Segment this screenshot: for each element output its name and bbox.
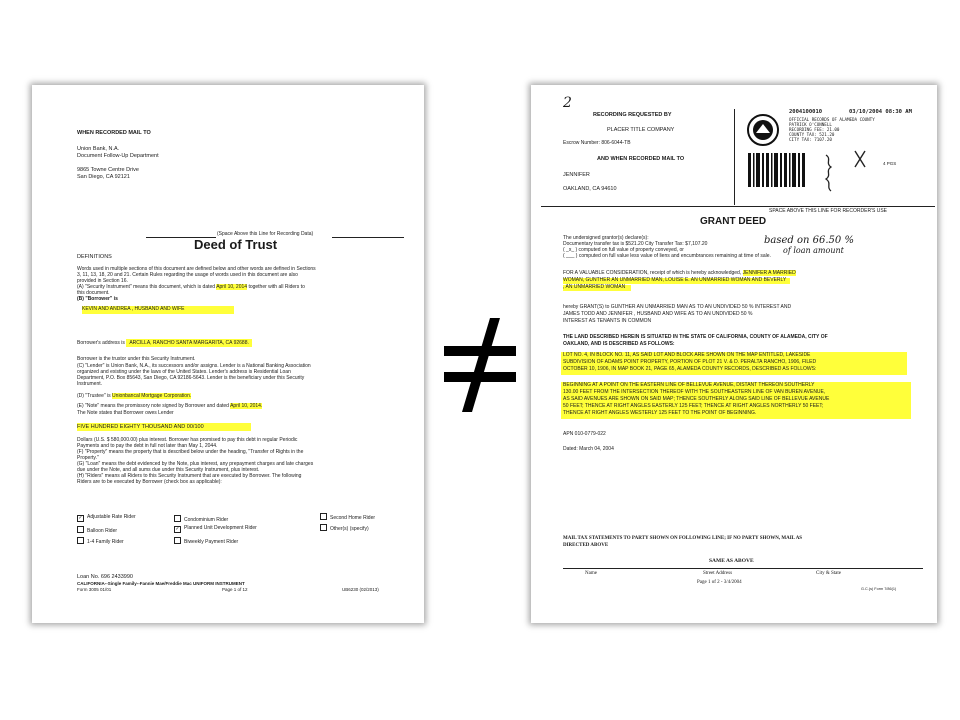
checked-box-icon: ✓: [78, 515, 83, 521]
definitions-para-line: provided in Section 16.: [77, 278, 128, 284]
stamp-line: OFFICIAL RECORDS OF ALAMEDA COUNTY: [789, 117, 875, 122]
same-as-above: SAME AS ABOVE: [709, 558, 754, 564]
lot-line: OCTOBER 10, 1906, IN MAP BOOK 21, PAGE 65, ALAMEDA COUNTY RECORDS, DESCRIBED AS FOLLOWS:: [563, 366, 817, 372]
definition-f-line: (F) "Property" means the property that is described below under the heading, "Transfer of Rights in the: [77, 449, 304, 455]
stamp-line: PATRICK O'CONNELL: [789, 122, 832, 127]
tax-line: ( ___ ) computed on full value less value of liens and encumbrances remaining at time of sale.: [563, 253, 771, 259]
when-recorded: AND WHEN RECORDED MAIL TO: [597, 156, 685, 162]
address-line: Union Bank, N.A.: [77, 146, 120, 152]
mail-tax-statements: MAIL TAX STATEMENTS TO PARTY SHOWN ON FOLLOWING LINE; IF NO PARTY SHOWN, MAIL AS: [563, 536, 803, 541]
rider-checkbox[interactable]: ✓ Adjustable Rate Rider: [78, 514, 136, 521]
stamp-line: CITY TAX: 7107.20: [789, 137, 832, 142]
space-above-note: (Space Above this Line for Recording Data): [217, 231, 314, 237]
definition-h-line: Riders are to be executed by Borrower (check box as applicable):: [77, 479, 222, 485]
rider-checkbox[interactable]: Second Home Rider: [320, 513, 375, 522]
definition-c-line: Instrument.: [77, 381, 103, 387]
lot-line: SUBDIVISION OF ADAMS POINT PROPERTY, PORTION OF PLOT 21 V. & D. PERALTA RANCHO, 1906, FILED: [563, 359, 817, 365]
grantee-line: JAMES TODD AND JENNIFER , HUSBAND AND WIFE AS TO AN UNDIVIDED 50 %: [563, 311, 753, 317]
form-code: UB6230 (02/2013): [342, 587, 379, 592]
grantee-line: INTEREST AS TENANTS IN COMMON: [563, 318, 652, 324]
boundary-line: 130.00 FEET FROM THE INTERSECTION THEREOF WITH THE SOUTHEASTERN LINE OF VAN BUREN AVENUE,: [563, 389, 826, 395]
rider-checkbox[interactable]: Biweekly Payment Rider: [174, 537, 238, 546]
handwritten-initials-icon: [823, 153, 835, 193]
definition-d: (D) "Trustee" is Unionbancal Mortgage Corporation.: [77, 393, 192, 399]
apn-number: APN 010-0779-022: [563, 431, 606, 437]
definition-b: (B) "Borrower" is: [77, 296, 118, 302]
address-line: Document Follow-Up Department: [77, 153, 159, 159]
empty-box-icon: [174, 515, 181, 522]
definition-g-line: (G) "Loan" means the debt evidenced by the Note, plus interest, any prepayment charges and late charges: [77, 461, 314, 467]
handwritten-note: based on 66.50 %: [764, 235, 854, 246]
grantee-line: hereby GRANT(S) to GUNTHER AN UNMARRIED MAN AS TO AN UNDIVIDED 50 % INTEREST AND: [563, 304, 792, 310]
page-number: Page 1 of 12: [222, 587, 248, 592]
recipient-city: OAKLAND, CA 94610: [563, 186, 617, 192]
trustor-line: Borrower is the trustor under this Security Instrument.: [77, 356, 196, 362]
tax-line: ( _x_ ) computed on full value of property conveyed, or: [563, 247, 684, 253]
empty-box-icon: [320, 524, 327, 531]
form-footer: CALIFORNIA--Single Family--Fannie Mae/Freddie Mac UNIFORM INSTRUMENT: [77, 581, 245, 586]
borrower-address: Borrower's address is ARCILLA, RANCHO SANTA MARGARITA, CA 92688.: [77, 341, 252, 347]
definition-g-line: due under the Note, and all sums due under this Security Instrument, plus interest.: [77, 467, 260, 473]
address-highlight: ARCILLA, RANCHO SANTA MARGARITA, CA 92688.: [126, 339, 252, 347]
land-description: OAKLAND, AND IS DESCRIBED AS FOLLOWS:: [563, 341, 675, 347]
tax-line: The undersigned grantor(s) declare(s):: [563, 235, 649, 241]
dollars-line: Dollars (U.S. $ 580,000.00) plus interest. Borrower has promised to pay this debt in regular Periodic: [77, 437, 298, 443]
name-column: Name: [585, 571, 597, 576]
address-line: 9865 Towne Centre Drive: [77, 167, 139, 173]
document-title: GRANT DEED: [700, 216, 767, 227]
dollars-line: Payments and to pay the debt in full not later than May 1, 2044.: [77, 443, 218, 449]
mail-line: [563, 568, 923, 569]
trustee-highlight: Unionbancal Mortgage Corporation.: [112, 393, 192, 399]
stamp-line: COUNTY TAX: 521.20: [789, 132, 835, 137]
definition-a: (A) "Security Instrument" means this document, which is dated April 10, 2014 together with all Riders to: [77, 284, 305, 290]
recipient-name: JENNIFER: [563, 172, 590, 178]
definition-h-line: (H) "Riders" means all Riders to this Security Instrument that are executed by Borrower. The following: [77, 473, 302, 479]
rider-checkbox[interactable]: 1-4 Family Rider: [77, 537, 124, 546]
grant-deed-page: [531, 85, 937, 623]
mark-icon: [853, 149, 867, 169]
empty-box-icon: [174, 537, 181, 544]
when-recorded-heading: WHEN RECORDED MAIL TO: [77, 130, 151, 136]
county-seal-icon: [746, 113, 780, 147]
definition-e: (E) "Note" means the promissory note signed by Borrower and dated April 10, 2014.: [77, 403, 263, 409]
page-count: 4 PGS: [883, 161, 897, 166]
space-above-note: SPACE ABOVE THIS LINE FOR RECORDER'S USE: [769, 208, 888, 214]
mail-tax-statements: DIRECTED ABOVE: [563, 543, 609, 548]
loan-number: Loan No. 696 2433990: [77, 574, 133, 580]
boundary-line: AS SAID AVENUES ARE SHOWN ON SAID MAP; THENCE SOUTHERLY ALONG SAID LINE OF BELLEVUE AVENUE: [563, 396, 830, 402]
barcode-icon: [746, 151, 808, 189]
title-company: PLACER TITLE COMPANY: [607, 127, 675, 133]
grantor-names: WOMAN, GUNTHER AN UNMARRIED MAN, LOUISE E. AN UNMARRIED WOMAN AND BEVERLY: [563, 278, 790, 284]
rider-checkbox[interactable]: ✓ Planned Unit Development Rider: [175, 525, 257, 532]
document-number: 2004100010: [789, 109, 823, 115]
borrower-names: KEVIN AND ANDREA , HUSBAND AND WIFE: [82, 306, 234, 314]
definitions-para-line: 3, 11, 13, 18, 20 and 21. Certain Rules regarding the usage of words used in this document are also: [77, 272, 298, 278]
definition-f-line: Property.": [77, 455, 99, 461]
not-equal-icon: [438, 310, 522, 420]
date-highlight: April 10, 2014: [216, 284, 248, 290]
recorder-divider: [541, 206, 935, 207]
form-code: G.C.(s) Form 7/86(1): [861, 587, 897, 591]
city-column: City & State: [816, 571, 841, 576]
boundary-line: 50 FEET; THENCE AT RIGHT ANGLES EASTERLY 125 FEET; THENCE AT RIGHT ANGLES NORTHERLY 50 FEET;: [563, 403, 824, 409]
form-number: Form 3005 01/01: [77, 587, 112, 592]
space-line-right: [332, 237, 404, 238]
date-highlight: April 10, 2014.: [230, 403, 263, 409]
checked-box-icon: ✓: [175, 526, 180, 532]
handwritten-note: of loan amount: [783, 246, 844, 255]
empty-box-icon: [320, 513, 327, 520]
escrow-number: Escrow Number: 806-6044-TB: [563, 140, 631, 146]
empty-box-icon: [77, 537, 84, 544]
handwritten-mark: 2: [563, 95, 572, 111]
address-line: San Diego, CA 92121: [77, 174, 130, 180]
rider-checkbox[interactable]: Balloon Rider: [77, 526, 117, 535]
header-divider: [734, 109, 735, 205]
tax-line: Documentary transfer tax is $521.20 City Transfer Tax: $7,107.20: [563, 241, 708, 247]
grantor-names: , AN UNMARRIED WOMAN: [563, 285, 631, 291]
land-description: THE LAND DESCRIBED HEREIN IS SITUATED IN THE STATE OF CALIFORNIA, COUNTY OF ALAMEDA, CITY OF: [563, 334, 828, 340]
boundary-line: THENCE AT RIGHT ANGLES WESTERLY 125 FEET TO THE POINT OF BEGINNING.: [563, 410, 757, 416]
consideration-line: FOR A VALUABLE CONSIDERATION, receipt of which is hereby acknowledged, JENNIFER A MARRIED: [563, 270, 796, 276]
definition-a-line2: this document.: [77, 290, 110, 296]
definitions-para-line: Words used in multiple sections of this document are defined below and other words are defined in Sections: [77, 266, 316, 272]
boundary-line: BEGINNING AT A POINT ON THE EASTERN LINE OF BELLEVUE AVENUE, DISTANT THEREON SOUTHERLY: [563, 382, 815, 388]
rider-checkbox[interactable]: Other(s) (specify): [320, 524, 369, 533]
empty-box-icon: [77, 526, 84, 533]
recording-date: 03/10/2004 08:30 AM: [849, 109, 912, 115]
lot-line: LOT NO. 4, IN BLOCK NO. 11, AS SAID LOT AND BLOCK ARE SHOWN ON THE MAP ENTITLED, LAKESIDE: [563, 352, 811, 358]
page-footer: Page 1 of 2 - 3/4/2004: [697, 580, 742, 585]
document-title: Deed of Trust: [194, 237, 278, 252]
street-column: Street Address: [703, 571, 733, 576]
loan-amount-words: FIVE HUNDRED EIGHTY THOUSAND AND 00/100: [77, 423, 251, 431]
definition-e-line2: The Note states that Borrower owes Lender: [77, 410, 174, 416]
stamp-line: RECORDING FEE: 21.00: [789, 127, 840, 132]
recording-requested: RECORDING REQUESTED BY: [593, 112, 672, 118]
definition-c-line: organized and existing under the laws of the United States. Lender's address is Residential Loan: [77, 369, 291, 375]
definition-c-line: Department, P.O. Box 85643, San Diego, CA 92186-5643. Lender is the beneficiary under this Security: [77, 375, 305, 381]
dated-line: Dated: March 04, 2004: [563, 446, 614, 452]
definitions-heading: DEFINITIONS: [77, 254, 112, 260]
definition-c-line: (C) "Lender" is Union Bank, N.A., its successors and/or assigns. Lender is a National Banking Association: [77, 363, 311, 369]
deed-of-trust-page: [32, 85, 424, 623]
rider-checkbox[interactable]: Condominium Rider: [174, 515, 228, 524]
